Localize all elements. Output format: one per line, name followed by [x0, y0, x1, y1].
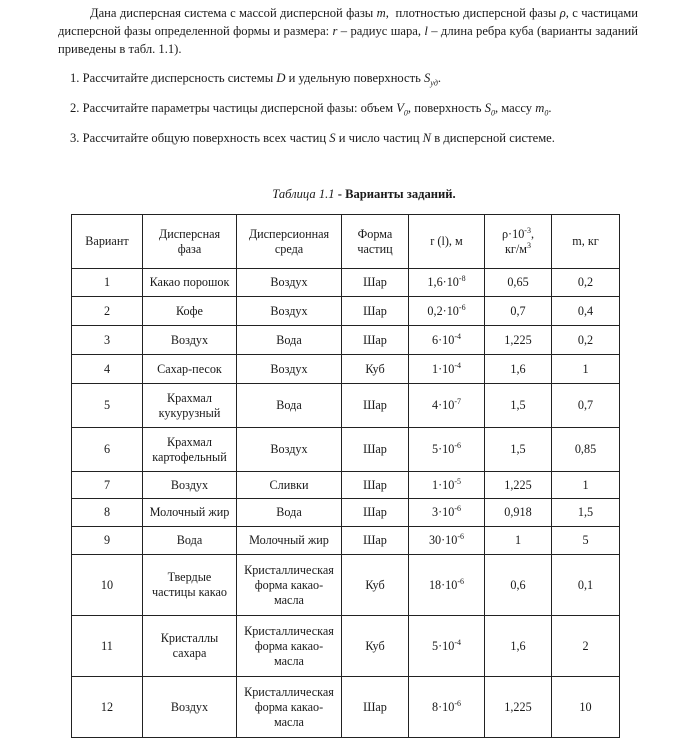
cell-rho: 1,5 [485, 428, 552, 472]
cell-r: $18\cdot 10^{-6}$ [409, 555, 485, 616]
cell-r: $5\cdot 10^{-4}$ [409, 616, 485, 677]
cell-variant: 7 [72, 472, 143, 499]
header-variant: Вариант [72, 215, 143, 269]
var-l: l [424, 24, 428, 38]
table-row [72, 616, 620, 677]
cell-medium: Молочный жир [237, 527, 342, 555]
cell-form: Шар [342, 269, 409, 297]
cell-variant: 3 [72, 326, 143, 355]
cell-form: Шар [342, 428, 409, 472]
table-row [72, 269, 620, 297]
cell-r: $6\cdot 10^{-4}$ [409, 326, 485, 355]
cell-m: 10 [552, 677, 620, 738]
table-row [72, 499, 620, 527]
cell-medium: Кристаллическая форма какао- масла [237, 616, 342, 677]
cell-m: 0,2 [552, 326, 620, 355]
cell-r: $1\cdot 10^{-4}$ [409, 355, 485, 384]
task-1: 1. Рассчитайте дисперсность системы D и удельную поверхность $S_{уд}$. [70, 71, 442, 88]
cell-form: Шар [342, 384, 409, 428]
cell-rho: 1,6 [485, 355, 552, 384]
cell-rho: 1,5 [485, 384, 552, 428]
cell-rho: 1,225 [485, 326, 552, 355]
intro-r-desc: – радиус шара, [340, 24, 422, 38]
intro-text-c: с частицами дисперсной фазы определенной формы и размера: [58, 6, 639, 38]
table-row [72, 428, 620, 472]
cell-r: $8\cdot 10^{-6}$ [409, 677, 485, 738]
cell-medium: Воздух [237, 355, 342, 384]
var-rho: ρ, [559, 6, 569, 20]
task-2: 2. Рассчитайте параметры частицы дисперсной фазы: объем $V_0$, поверхность $S_0$, массу $m_0$. [70, 101, 552, 118]
cell-m: 0,1 [552, 555, 620, 616]
cell-medium: Сливки [237, 472, 342, 499]
cell-rho: 1,6 [485, 616, 552, 677]
header-rho: $\rho\cdot 10^{-3}$, $кг/м^3$ [485, 215, 552, 269]
cell-form: Шар [342, 297, 409, 326]
header-r: r (l), м [409, 215, 485, 269]
cell-variant: 4 [72, 355, 143, 384]
cell-form: Куб [342, 555, 409, 616]
cell-rho: 0,918 [485, 499, 552, 527]
cell-variant: 1 [72, 269, 143, 297]
cell-r: $1\cdot 10^{-5}$ [409, 472, 485, 499]
intro-text-b: плотностью дисперсной фазы [395, 6, 557, 20]
header-medium: Дисперсионная среда [237, 215, 342, 269]
cell-m: 5 [552, 527, 620, 555]
cell-rho: 0,65 [485, 269, 552, 297]
cell-phase: Какао порошок [143, 269, 237, 297]
cell-rho: 1 [485, 527, 552, 555]
cell-variant: 12 [72, 677, 143, 738]
cell-variant: 9 [72, 527, 143, 555]
cell-medium: Вода [237, 326, 342, 355]
header-form: Форма частиц [342, 215, 409, 269]
cell-form: Шар [342, 677, 409, 738]
cell-m: 1 [552, 355, 620, 384]
cell-medium: Вода [237, 499, 342, 527]
cell-form: Шар [342, 472, 409, 499]
cell-phase: Воздух [143, 472, 237, 499]
cell-variant: 8 [72, 499, 143, 527]
cell-phase: Воздух [143, 677, 237, 738]
table-row [72, 527, 620, 555]
cell-variant: 5 [72, 384, 143, 428]
cell-phase: Твердые частицы какао [143, 555, 237, 616]
cell-form: Шар [342, 326, 409, 355]
cell-phase: Крахмал кукурузный [143, 384, 237, 428]
cell-form: Куб [342, 355, 409, 384]
table-row [72, 355, 620, 384]
table-row [72, 384, 620, 428]
cell-r: $4\cdot 10^{-7}$ [409, 384, 485, 428]
cell-medium: Воздух [237, 297, 342, 326]
cell-medium: Кристаллическая форма какао- масла [237, 555, 342, 616]
cell-rho: 1,225 [485, 677, 552, 738]
cell-medium: Вода [237, 384, 342, 428]
cell-variant: 10 [72, 555, 143, 616]
cell-m: 0,85 [552, 428, 620, 472]
cell-r: $5\cdot 10^{-6}$ [409, 428, 485, 472]
cell-form: Шар [342, 499, 409, 527]
cell-phase: Кристаллы сахара [143, 616, 237, 677]
cell-phase: Сахар-песок [143, 355, 237, 384]
cell-m: 0,2 [552, 269, 620, 297]
cell-rho: 0,6 [485, 555, 552, 616]
header-phase: Дисперсная фаза [143, 215, 237, 269]
table-caption: Таблица 1.1 - Варианты заданий. [272, 187, 456, 201]
cell-variant: 6 [72, 428, 143, 472]
header-m: m, кг [552, 215, 620, 269]
cell-m: 1,5 [552, 499, 620, 527]
cell-rho: 1,225 [485, 472, 552, 499]
cell-m: 1 [552, 472, 620, 499]
table-row [72, 555, 620, 616]
cell-r: $0,2\cdot 10^{-6}$ [409, 297, 485, 326]
cell-m: 2 [552, 616, 620, 677]
var-r: r [332, 24, 338, 38]
task-3: 3. Рассчитайте общую поверхность всех частиц S и число частиц N в дисперсной системе. [70, 131, 555, 145]
cell-variant: 2 [72, 297, 143, 326]
cell-medium: Кристаллическая форма какао- масла [237, 677, 342, 738]
cell-m: 0,7 [552, 384, 620, 428]
cell-phase: Кофе [143, 297, 237, 326]
variants-table [71, 214, 620, 738]
cell-phase: Воздух [143, 326, 237, 355]
cell-variant: 11 [72, 616, 143, 677]
cell-phase: Крахмал картофельный [143, 428, 237, 472]
cell-form: Шар [342, 527, 409, 555]
cell-phase: Молочный жир [143, 499, 237, 527]
table-row [72, 326, 620, 355]
cell-rho: 0,7 [485, 297, 552, 326]
intro-l-desc: – длина ребра куба (варианты заданий приведены в табл. 1.1). [58, 24, 638, 56]
table-row [72, 677, 620, 738]
cell-phase: Вода [143, 527, 237, 555]
intro-text: Дана дисперсная система с массой дисперсной фазы [90, 6, 374, 20]
table-row [72, 472, 620, 499]
table-row [72, 297, 620, 326]
cell-r: $1,6\cdot 10^{-8}$ [409, 269, 485, 297]
cell-r: $3\cdot 10^{-6}$ [409, 499, 485, 527]
problem-statement [58, 4, 638, 58]
cell-form: Куб [342, 616, 409, 677]
cell-r: $30\cdot 10^{-6}$ [409, 527, 485, 555]
cell-medium: Воздух [237, 428, 342, 472]
header-row [72, 215, 620, 269]
cell-m: 0,4 [552, 297, 620, 326]
var-m: m, [376, 6, 389, 20]
cell-medium: Воздух [237, 269, 342, 297]
